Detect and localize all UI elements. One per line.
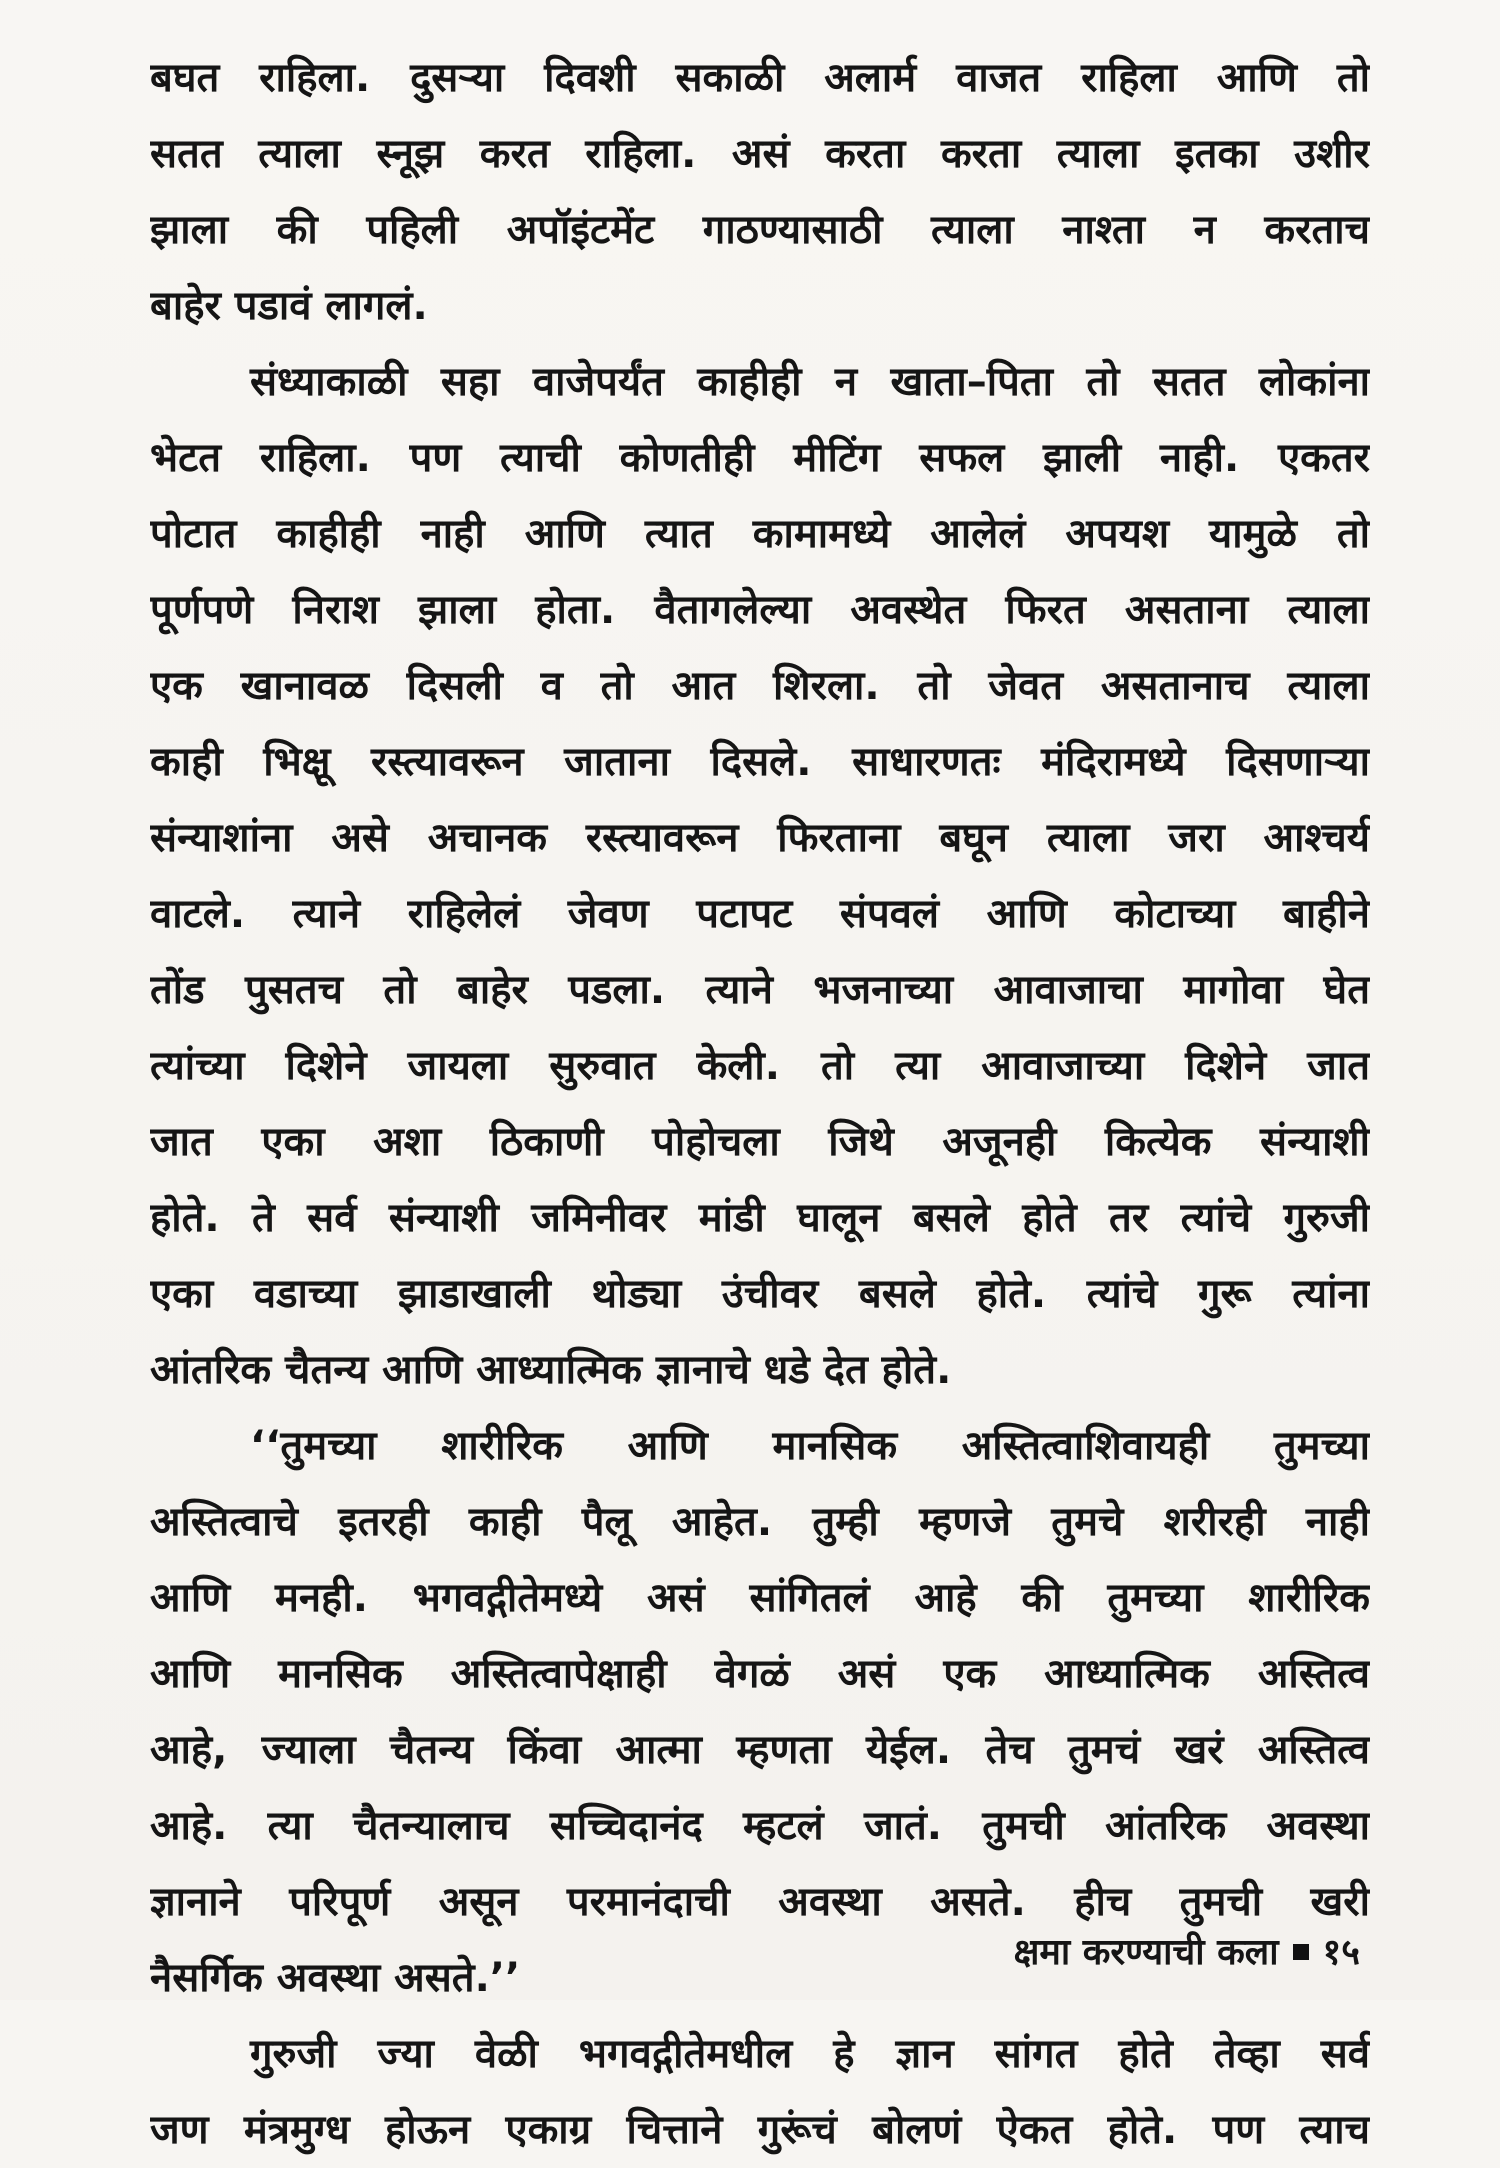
text-line: सतत त्याला स्नूझ करत राहिला. असं करता करता त्याला इतका उशीर (150, 131, 1370, 177)
text-line: अस्तित्वाचे इतरही काही पैलू आहेत. तुम्ही म्हणजे तुमचे शरीरही नाही (150, 1499, 1370, 1545)
text-line: नैसर्गिक अवस्था असते.’’ (150, 1955, 521, 2001)
page-number: १५ (1322, 1932, 1360, 1973)
body-text (150, 40, 1370, 2168)
text-line: भेटत राहिला. पण त्याची कोणतीही मीटिंग सफल झाली नाही. एकतर (150, 435, 1370, 481)
square-separator-icon (1293, 1944, 1309, 1960)
text-line: संन्याशांना असे अचानक रस्त्यावरून फिरताना बघून त्याला जरा आश्चर्य (150, 815, 1370, 861)
text-line: झाला की पहिली अपॉइंटमेंट गाठण्यासाठी त्याला नाश्ता न करताच (150, 207, 1370, 253)
text-line: बघत राहिला. दुसऱ्या दिवशी सकाळी अलार्म वाजत राहिला आणि तो (150, 55, 1370, 101)
text-line: एका वडाच्या झाडाखाली थोड्या उंचीवर बसले होते. त्यांचे गुरू त्यांना (150, 1271, 1370, 1317)
paragraph-start-line: गुरुजी ज्या वेळी भगवद्गीतेमधील हे ज्ञान सांगत होते तेव्हा सर्व (250, 2031, 1370, 2077)
text-line: त्यांच्या दिशेने जायला सुरुवात केली. तो त्या आवाजाच्या दिशेने जात (150, 1043, 1370, 1089)
text-line: बाहेर पडावं लागलं. (150, 283, 428, 329)
paragraph-start-line: संध्याकाळी सहा वाजेपर्यंत काहीही न खाता–पिता तो सतत लोकांना (250, 359, 1370, 405)
text-line: तोंड पुसतच तो बाहेर पडला. त्याने भजनाच्या आवाजाचा मागोवा घेत (150, 967, 1370, 1013)
text-line: ज्ञानाने परिपूर्ण असून परमानंदाची अवस्था असते. हीच तुमची खरी (150, 1879, 1370, 1925)
paragraph-start-line: ‘‘तुमच्या शारीरिक आणि मानसिक अस्तित्वाशिवायही तुमच्या (250, 1423, 1370, 1469)
text-line: काही भिक्षू रस्त्यावरून जाताना दिसले. साधारणतः मंदिरामध्ये दिसणाऱ्या (150, 739, 1370, 785)
text-line: आहे. त्या चैतन्यालाच सच्चिदानंद म्हटलं जातं. तुमची आंतरिक अवस्था (150, 1803, 1370, 1849)
page-footer (1014, 1928, 1360, 1978)
text-line: एक खानावळ दिसली व तो आत शिरला. तो जेवत असतानाच त्याला (150, 663, 1370, 709)
text-line: होते. ते सर्व संन्याशी जमिनीवर मांडी घालून बसले होते तर त्यांचे गुरुजी (150, 1195, 1370, 1241)
text-line: आंतरिक चैतन्य आणि आध्यात्मिक ज्ञानाचे धडे देत होते. (150, 1347, 952, 1393)
text-line: वाटले. त्याने राहिलेलं जेवण पटापट संपवलं आणि कोटाच्या बाहीने (150, 891, 1370, 937)
text-line: आहे, ज्याला चैतन्य किंवा आत्मा म्हणता येईल. तेच तुमचं खरं अस्तित्व (150, 1727, 1370, 1773)
text-line: आणि मनही. भगवद्गीतेमध्ये असं सांगितलं आहे की तुमच्या शारीरिक (150, 1575, 1370, 1621)
text-line: आणि मानसिक अस्तित्वापेक्षाही वेगळं असं एक आध्यात्मिक अस्तित्व (150, 1651, 1370, 1697)
text-line: पूर्णपणे निराश झाला होता. वैतागलेल्या अवस्थेत फिरत असताना त्याला (150, 587, 1370, 633)
book-title: क्षमा करण्याची कला (1013, 1932, 1279, 1973)
text-line: पोटात काहीही नाही आणि त्यात कामामध्ये आलेलं अपयश यामुळे तो (150, 511, 1370, 557)
text-line: जात एका अशा ठिकाणी पोहोचला जिथे अजूनही कित्येक संन्याशी (150, 1119, 1370, 1165)
text-line: जण मंत्रमुग्ध होऊन एकाग्र चित्ताने गुरूंचं बोलणं ऐकत होते. पण त्याच (150, 2107, 1370, 2153)
